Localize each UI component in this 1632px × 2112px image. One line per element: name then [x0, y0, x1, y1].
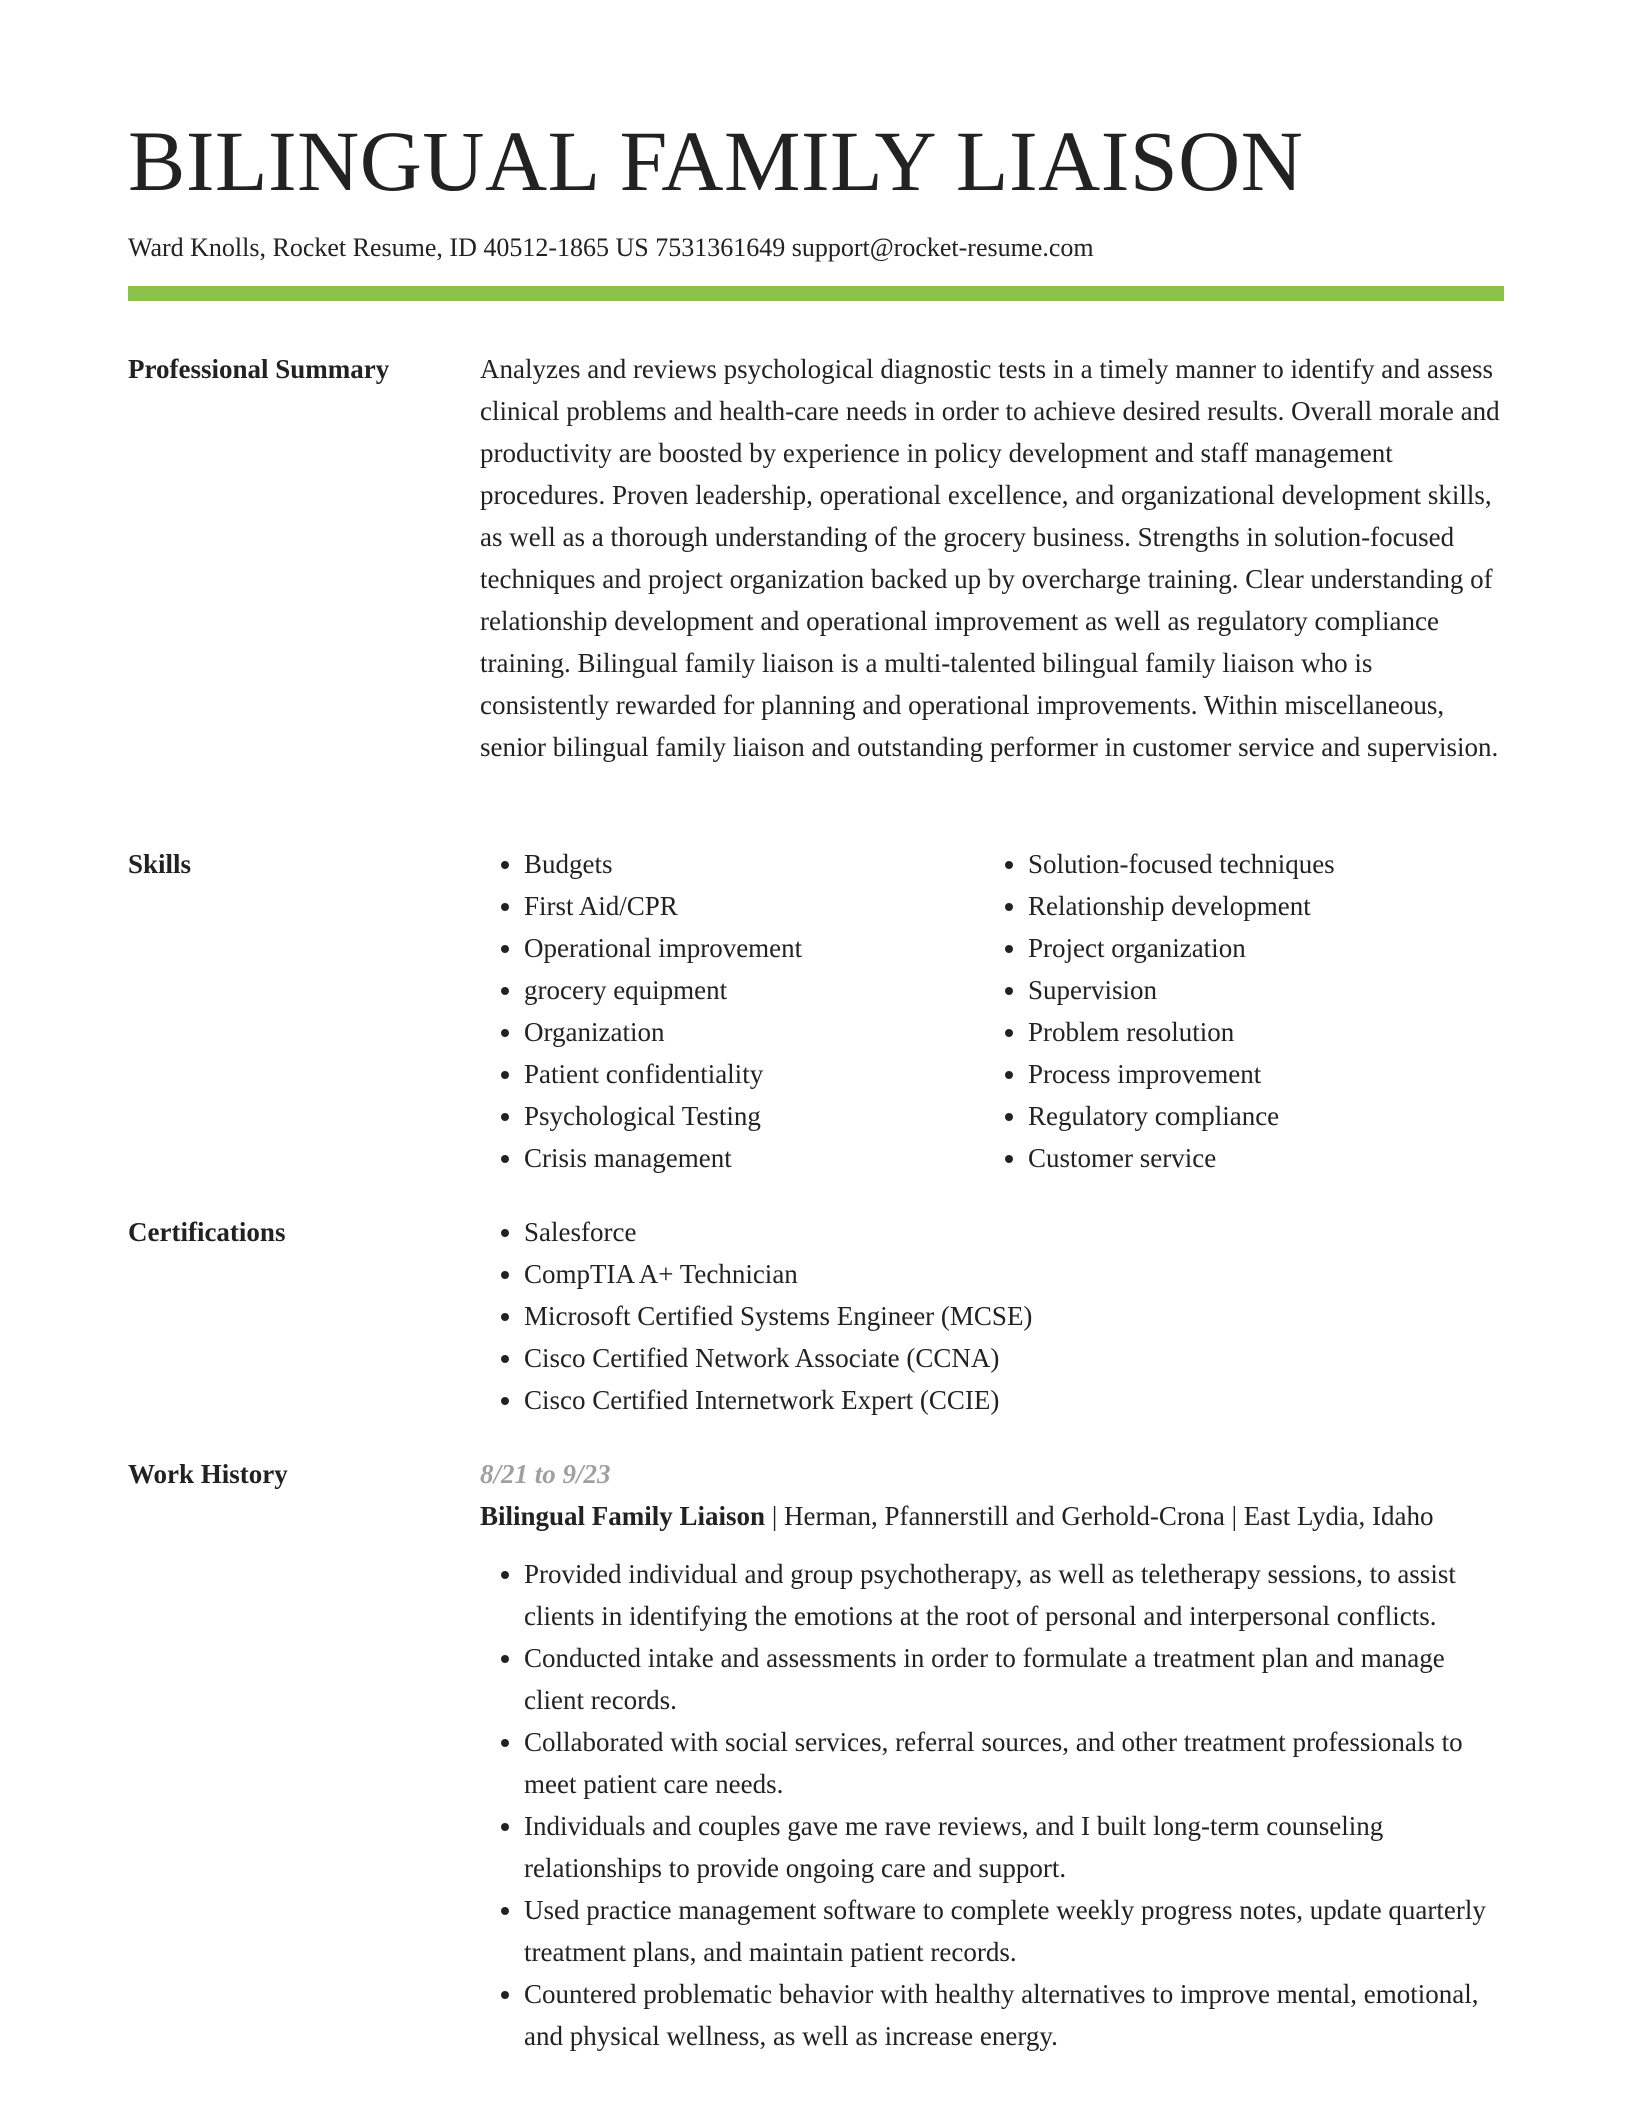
- certification-item: • CompTIA A+ Technician: [524, 1253, 1504, 1295]
- certifications-body: [480, 1211, 1504, 1421]
- job-title: Bilingual Family Liaison: [480, 1501, 766, 1531]
- skill-item: • Psychological Testing: [524, 1095, 984, 1137]
- certification-item: • Microsoft Certified Systems Engineer (MCSE): [524, 1295, 1504, 1337]
- skill-item: • grocery equipment: [524, 969, 984, 1011]
- work-history-heading: Work History: [128, 1459, 288, 1489]
- skill-item: • Solution-focused techniques: [1028, 843, 1488, 885]
- job-bullet: • Provided individual and group psychotherapy, as well as teletherapy sessions, to assist clients in identifying the emotions at the root of personal and interpersonal conflicts.: [524, 1553, 1504, 1637]
- skill-item: • Organization: [524, 1011, 984, 1053]
- skill-item: • Regulatory compliance: [1028, 1095, 1488, 1137]
- summary-text: Analyzes and reviews psychological diagnostic tests in a timely manner to identify and assess clinical problems and health-care needs in order to achieve desired results. Overall morale and productivity are boosted by experience in policy development and staff management procedures. Proven leadership, operational excellence, and organizational development skills, as well as a thorough understanding of the grocery business. Strengths in solution-focused techniques and project organization backed up by overcharge training. Clear understanding of relationship development and operational improvement as well as regulatory compliance training. Bilingual family liaison is a multi-talented bilingual family liaison who is consistently rewarded for planning and operational improvements. Within miscellaneous, senior bilingual family liaison and outstanding performer in customer service and supervision.: [480, 354, 1500, 762]
- skill-item: • Operational improvement: [524, 927, 984, 969]
- skill-item: • Customer service: [1028, 1137, 1488, 1179]
- skills-column-left: [480, 843, 984, 1179]
- skills-list-left: [480, 843, 984, 1179]
- certification-item: • Cisco Certified Network Associate (CCNA): [524, 1337, 1504, 1379]
- certifications-list: [480, 1211, 1504, 1421]
- job-heading: [480, 1495, 1504, 1537]
- certifications-heading: Certifications: [128, 1217, 286, 1247]
- skills-heading: Skills: [128, 849, 192, 879]
- work-history-body: [480, 1453, 1504, 2057]
- skill-item: • Relationship development: [1028, 885, 1488, 927]
- skill-item: • Budgets: [524, 843, 984, 885]
- skills-body: [480, 843, 1504, 1179]
- certification-item: • Salesforce: [524, 1211, 1504, 1253]
- resume-title: BILINGUAL FAMILY LIAISON: [128, 113, 1304, 209]
- skill-item: • First Aid/CPR: [524, 885, 984, 927]
- job-bullet: • Used practice management software to complete weekly progress notes, update quarterly treatment plans, and maintain patient records.: [524, 1889, 1504, 1973]
- skill-item: • Patient confidentiality: [524, 1053, 984, 1095]
- certification-item: • Cisco Certified Internetwork Expert (CCIE): [524, 1379, 1504, 1421]
- job-bullet: • Countered problematic behavior with healthy alternatives to improve mental, emotional, and physical wellness, as well as increase energy.: [524, 1973, 1504, 2057]
- job-bullets: [480, 1553, 1504, 2057]
- skill-item: • Project organization: [1028, 927, 1488, 969]
- job-dates: 8/21 to 9/23: [480, 1459, 611, 1489]
- job-bullet: • Individuals and couples gave me rave reviews, and I built long-term counseling relationships to provide ongoing care and support.: [524, 1805, 1504, 1889]
- skill-item: • Crisis management: [524, 1137, 984, 1179]
- contact-info: Ward Knolls, Rocket Resume, ID 40512-1865 US 7531361649 support@rocket-resume.com: [128, 233, 1094, 262]
- skills-column-right: [984, 843, 1488, 1179]
- accent-divider: [128, 286, 1504, 301]
- skills-list-right: [984, 843, 1488, 1179]
- job-bullet: • Conducted intake and assessments in order to formulate a treatment plan and manage client records.: [524, 1637, 1504, 1721]
- summary-body: [480, 348, 1504, 768]
- job-employer-location: | Herman, Pfannerstill and Gerhold-Crona | East Lydia, Idaho: [765, 1501, 1434, 1531]
- job-bullet: • Collaborated with social services, referral sources, and other treatment professionals to meet patient care needs.: [524, 1721, 1504, 1805]
- skill-item: • Problem resolution: [1028, 1011, 1488, 1053]
- skill-item: • Process improvement: [1028, 1053, 1488, 1095]
- summary-heading: Professional Summary: [128, 354, 390, 384]
- skill-item: • Supervision: [1028, 969, 1488, 1011]
